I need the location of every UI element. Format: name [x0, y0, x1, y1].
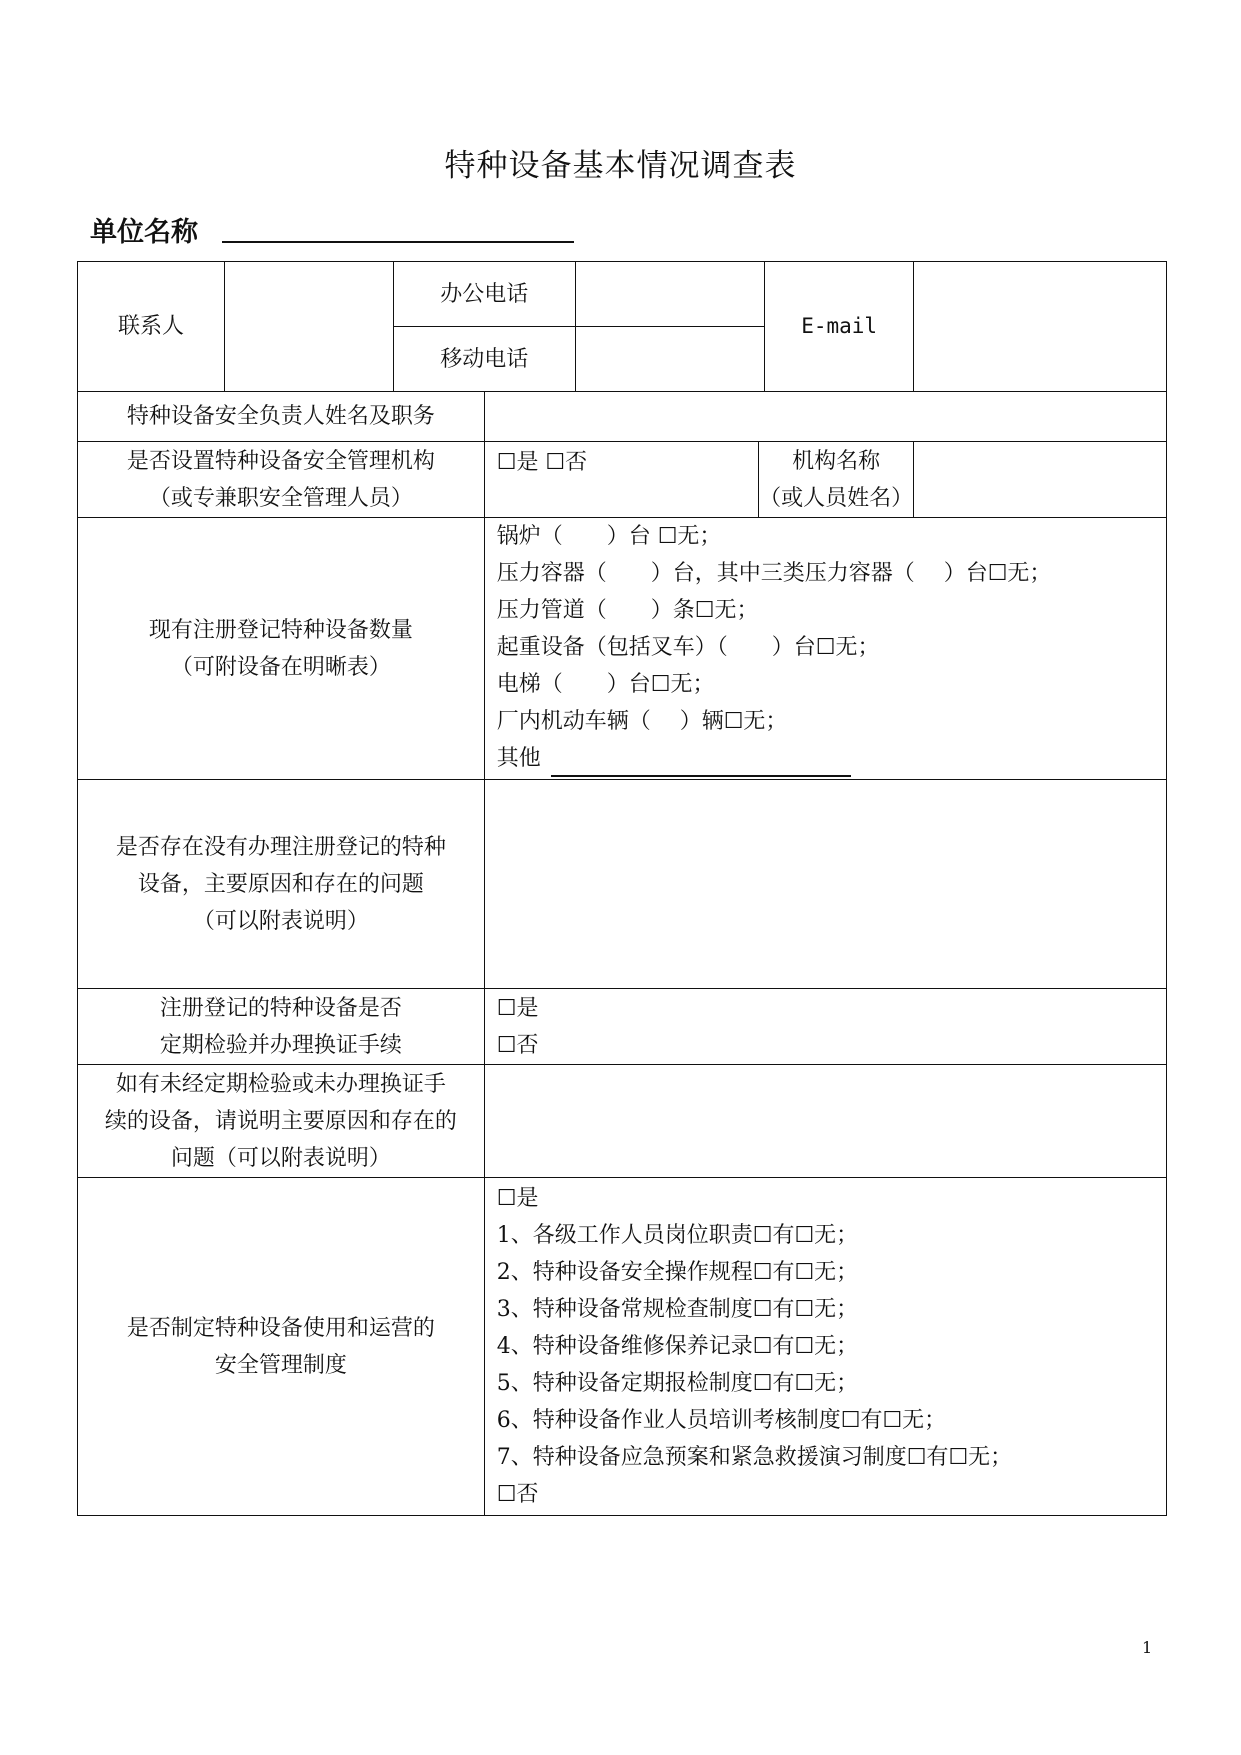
list-item: 1、各级工作人员岗位职责☐有☐无；	[496, 1223, 859, 1248]
uninspected-value[interactable]	[484, 1065, 1166, 1178]
list-item: 压力容器（ ）台，其中三类压力容器（ ）台☐无；	[496, 561, 1052, 586]
system-options[interactable]	[484, 1178, 1166, 1516]
list-item: 3、特种设备常规检查制度☐有☐无；	[496, 1297, 859, 1322]
yes-checkbox: ☐是	[496, 1186, 539, 1211]
yes-checkbox: ☐是	[496, 995, 539, 1021]
mgmt-org-label: 是否设置特种设备安全管理机构 （或专兼职安全管理人员）	[78, 442, 485, 518]
email-label: E-mail	[765, 262, 914, 392]
unit-name-field[interactable]	[222, 241, 574, 243]
survey-table	[77, 261, 1167, 1516]
page-number: 1	[1142, 1638, 1153, 1657]
system-label: 是否制定特种设备使用和运营的 安全管理制度	[78, 1178, 485, 1516]
contact-value[interactable]	[224, 262, 393, 392]
no-checkbox: ☐否	[496, 1482, 539, 1507]
mgmt-org-options[interactable]: ☐是 ☐否	[484, 442, 758, 518]
org-name-label: 机构名称 （或人员姓名）	[759, 442, 914, 518]
unreg-label: 是否存在没有办理注册登记的特种 设备，主要原因和存在的问题 （可以附表说明）	[78, 780, 485, 989]
list-item: 5、特种设备定期报检制度☐有☐无；	[496, 1371, 859, 1396]
org-name-value[interactable]	[914, 442, 1167, 518]
unreg-value[interactable]	[484, 780, 1166, 989]
list-item: 6、特种设备作业人员培训考核制度☐有☐无；	[496, 1408, 947, 1433]
contact-label: 联系人	[78, 262, 225, 392]
list-item: 起重设备（包括叉车）（ ）台☐无；	[496, 635, 880, 660]
office-phone-value[interactable]	[575, 262, 764, 327]
list-item: 7、特种设备应急预案和紧急救援演习制度☐有☐无；	[496, 1445, 1013, 1470]
inspect-options[interactable]	[484, 989, 1166, 1065]
list-item: 4、特种设备维修保养记录☐有☐无；	[496, 1334, 859, 1359]
inspect-label: 注册登记的特种设备是否 定期检验并办理换证手续	[78, 989, 485, 1065]
other-label: 其他	[496, 746, 541, 771]
no-checkbox: ☐否	[496, 1032, 539, 1058]
list-item: 电梯（ ）台☐无；	[496, 672, 715, 697]
page-title: 特种设备基本情况调查表	[444, 148, 797, 184]
list-item: 锅炉（ ）台 ☐无；	[496, 524, 722, 549]
safety-head-label: 特种设备安全负责人姓名及职务	[78, 392, 485, 442]
safety-head-value[interactable]	[484, 392, 1166, 442]
uninspected-label: 如有未经定期检验或未办理换证手 续的设备，请说明主要原因和存在的 问题（可以附表说明）	[78, 1065, 485, 1178]
reg-count-label: 现有注册登记特种设备数量 （可附设备在明晰表）	[78, 518, 485, 780]
list-item: 厂内机动车辆（ ）辆☐无；	[496, 709, 788, 734]
office-phone-label: 办公电话	[393, 262, 575, 327]
list-item: 压力管道（ ）条☐无；	[496, 598, 759, 623]
reg-count-list[interactable]	[484, 518, 1166, 780]
mobile-phone-value[interactable]	[575, 327, 764, 392]
list-item: 2、特种设备安全操作规程☐有☐无；	[496, 1260, 859, 1285]
mobile-phone-label: 移动电话	[393, 327, 575, 392]
unit-name-label: 单位名称	[90, 217, 198, 248]
other-field	[551, 749, 851, 777]
email-value[interactable]	[914, 262, 1167, 392]
